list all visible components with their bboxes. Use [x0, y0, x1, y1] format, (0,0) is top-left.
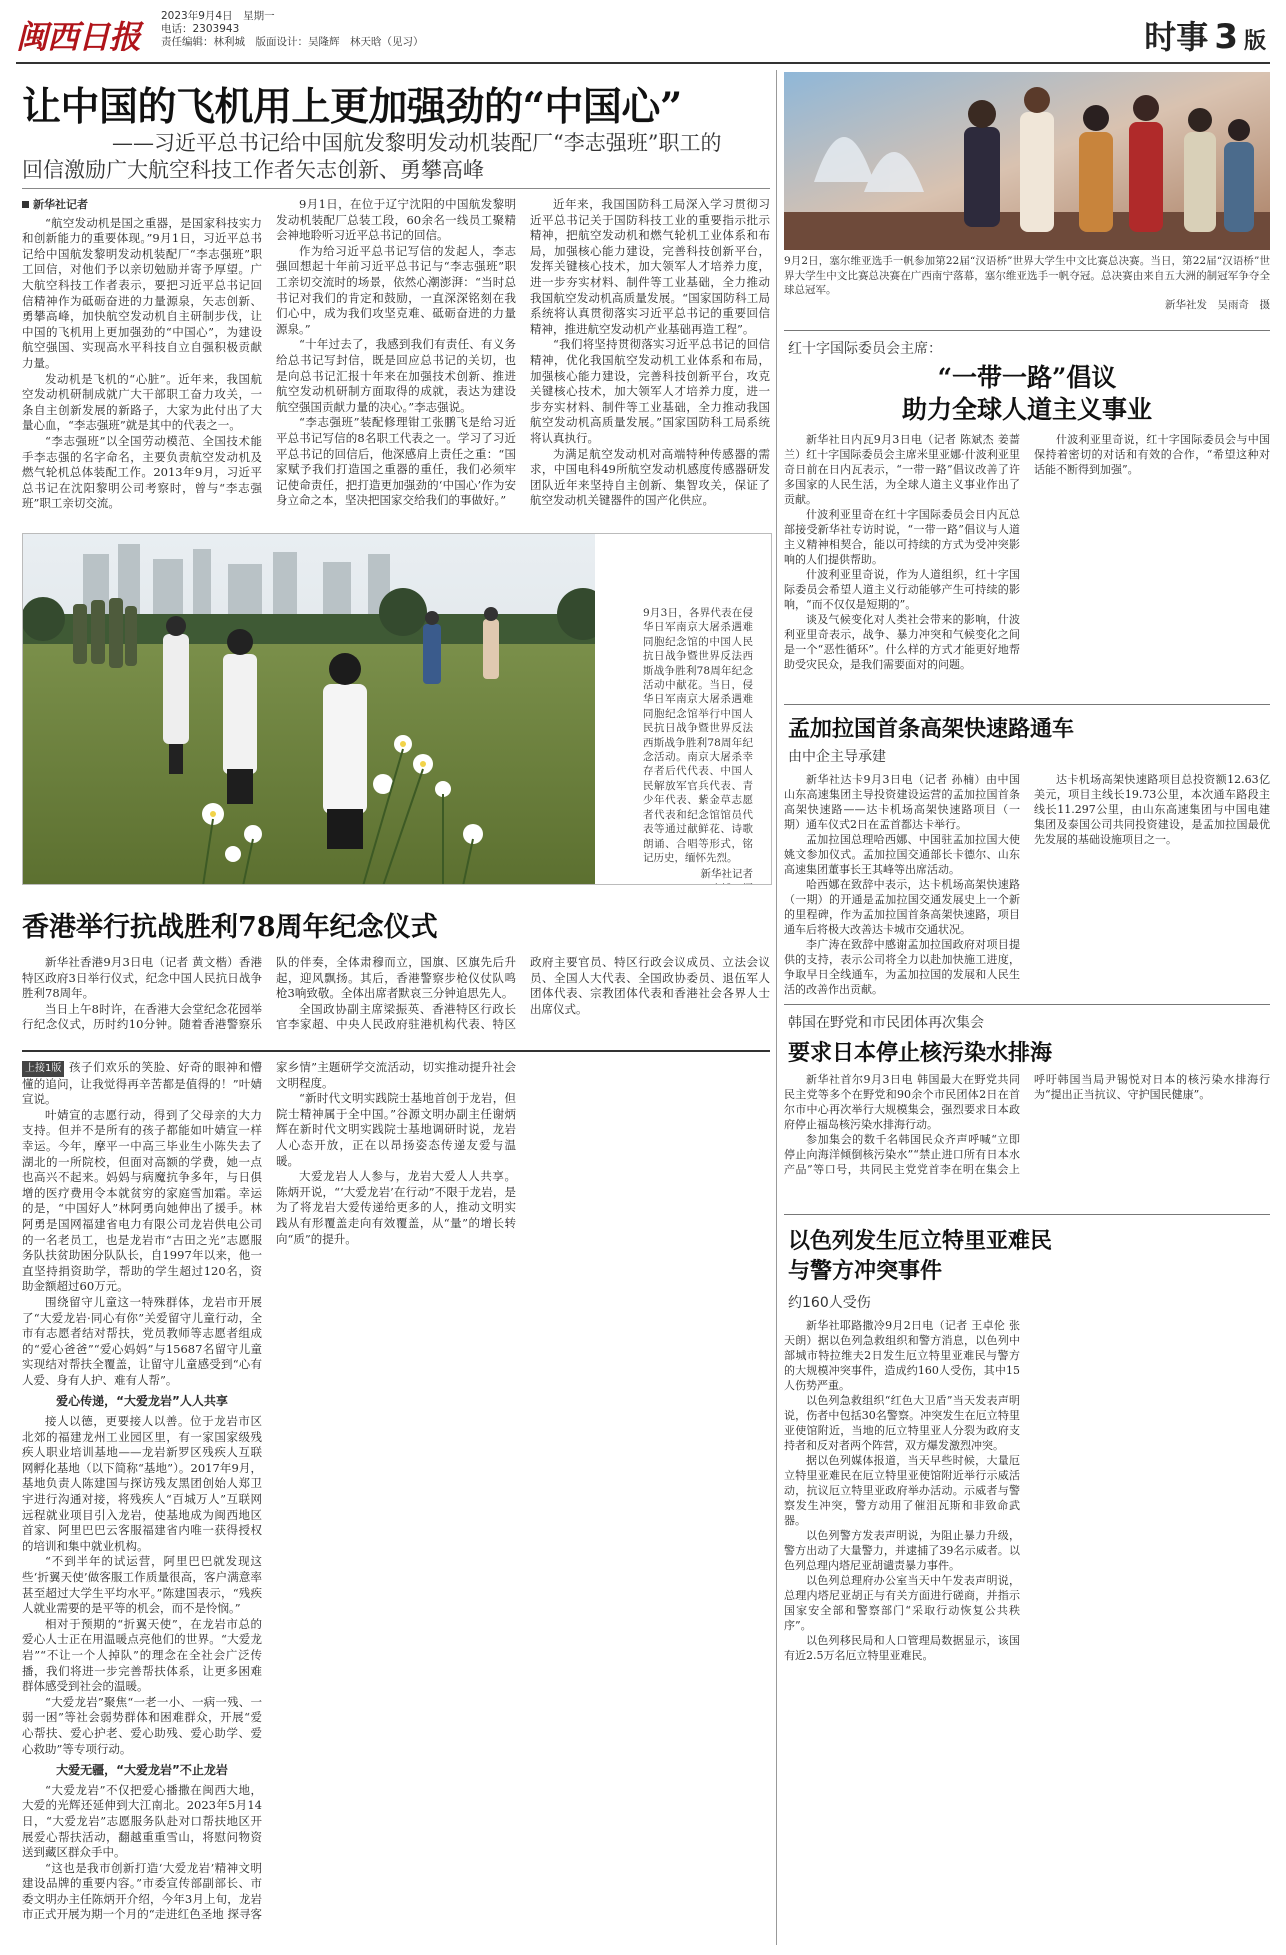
side3-body — [784, 1072, 1270, 1206]
newspaper-logo: 闽西日报 — [16, 18, 141, 56]
side4-paragraph: 以色列总理府办公室当天中午发表声明说，总理内塔尼亚胡正与有关方面进行磋商，并指示国家安全部和警察部门“采取行动恢复公共秩序”。 — [784, 1574, 1020, 1632]
side2-paragraph: 新华社达卡9月3日电（记者 孙楠）由中国山东高速集团主导投资建设运营的孟加拉国首条高架快速路——达卡机场高架快速路项目（一期）通车仪式2日在孟首都达卡举行。 — [784, 773, 1020, 831]
feature-body — [22, 1060, 770, 1945]
feature-subhead: 大爱无疆，“大爱龙岩”不止龙岩 — [56, 1763, 228, 1778]
side-divider — [784, 1214, 1270, 1215]
feature-paragraph: 接人以德，更要接人以善。位于龙岩市区北郊的福建龙州工业园区里，有一家国家级残疾人职业培训基地——龙岩新罗区残疾人互联网孵化基地（以下简称“基地”）。2017年9月，基地负责人陈建国与探访残友黑团创始人郑卫宇进行沟通对接，将残疾人“百城万人”互联网远程就业项目引入龙岩，使基地成为闽西地区首家、阿里巴巴云客服福建省内唯一获得授权的培训和集中就业机构。 — [22, 1414, 262, 1553]
side2-kicker: 由中企主导承建 — [788, 749, 886, 765]
masthead — [16, 6, 1270, 60]
side1-paragraph: 什波利亚里奇说，红十字国际委员会与中国保持着密切的对话和有效的合作，“希望这种对话能不断得到加强”。 — [1034, 433, 1270, 476]
masthead-rule — [16, 62, 1270, 64]
lead-byline: 新华社记者 — [33, 198, 88, 211]
issue-date: 2023年9月4日 星期一 — [161, 10, 275, 22]
lead-paragraph: 9月1日，在位于辽宁沈阳的中国航发黎明发动机装配厂总装工段，60余名一线员工聚精会神地聆听习近平总书记的回信。 — [276, 197, 516, 243]
memorial-photo-caption — [643, 606, 753, 885]
memorial-photo — [22, 533, 772, 885]
side1-headline — [784, 362, 1270, 426]
page-section — [1144, 12, 1266, 58]
lead-paragraph: 为满足航空发动机对高端特种传感器的需求，中国电科49所航空发动机感度传感器研发团队近年来坚持自主创新、集智攻关，保证了航空发动机关键器件的国产化供应。 — [530, 446, 770, 508]
hk-paragraph: 当日上午8时许，在香港大会堂纪念花园举行纪念仪式，历时约10分钟。随着香港警察乐队的伴奏，全体肃穆而立，国旗、区旗先后升起，迎风飘扬。其后，香港警察步枪仪仗队鸣枪3响致敬。全体出席者默哀三分钟追思先人。 — [22, 955, 516, 1032]
lead-rule — [22, 188, 770, 189]
lead-paragraph: “我们将坚持贯彻落实习近平总书记的回信精神，优化我国航空发动机工业体系和布局，加强核心能力建设，完善科技创新平台，攻克关键核心技术，加大领军人才培养力度，进一步夯实材料、制件等工业基础，全力推动我国航空发动机高质量发展。”国家国防科工局系统将认真执行。 — [530, 337, 770, 445]
side1-kicker: 红十字国际委员会主席： — [788, 341, 942, 357]
continued-tag: 上接1版 — [22, 1061, 64, 1077]
side-divider — [784, 1004, 1270, 1005]
caption-text: 9月2日，塞尔维亚选手一帆参加第22届“汉语桥”世界大学生中文比赛总决赛。当日，第22届“汉语桥”世界大学生中文比赛总决赛在广西南宁落幕，塞尔维亚选手一帆夺冠。总决赛由来自五大洲的制冠军争夺全球总冠军。 — [784, 255, 1270, 296]
feature-paragraph: “大爱龙岩”聚焦“一老一小、一病一残、一弱一困”等社会弱势群体和困难群众，开展“爱心帮扶、爱心护老、爱心助残、爱心助学、爱心救助”等专项行动。 — [22, 1694, 262, 1756]
lead-paragraph: 作为给习近平总书记写信的发起人，李志强回想起十年前习近平总书记与“李志强班”职工亲切交流时的场景，依然心潮澎湃：“当时总书记对我们的肯定和鼓励，一直深深铭刻在我们心中，成为我们攻坚克难、砥砺奋进的力量源泉。” — [276, 243, 516, 336]
lead-headline: 让中国的飞机用上更加强劲的“中国心” — [22, 84, 682, 130]
side3-paragraph: 新华社首尔9月3日电 韩国最大在野党共同民主党等多个在野党和90余个市民团体2日在首尔市中心再次举行大规模集会，强烈要求日本政府停止福岛核污染水排海行动。 — [784, 1073, 1020, 1131]
lead-paragraph: 近年来，我国国防科工局深入学习贯彻习近平总书记关于国防科技工业的重要指示批示精神，把航空发动机和燃气轮机工业体系和布局，加强核心能力建设，完善科技创新平台，发挥关键核心技术，加大领军人才培养力度，进一步夯实材料、制件等工业基础，全力推动我国航空发动机高质量发展。“国家国防科工局系统将认真贯彻落实习近平总书记的重要回信精神，推进航空发动机产业基础再造工程”。 — [530, 197, 770, 336]
hk-headline: 香港举行抗战胜利78周年纪念仪式 — [22, 912, 438, 943]
side3-paragraph: 参加集会的数千名韩国民众齐声呼喊“立即停止向海洋倾倒核污染水”“禁止进口所有日本水产品”等口号，共同民主党党首李在明在集会上呼吁韩国当局尹锡悦对日本的核污染水排海行为“提出正当抗议、守护国民健康”。 — [784, 1073, 1270, 1176]
lead-subhead — [22, 130, 762, 184]
lead-paragraph: 发动机是飞机的“心脏”。近年来，我国航空发动机研制成就广大干部职工奋力攻关，一条自主创新发展的新路子，大家为此付出了大量心血，“李志强班”就是其中的代表之一。 — [22, 371, 262, 433]
lead-paragraph: “李志强班”装配修理钳工张鹏飞是给习近平总书记写信的8名职工代表之一。学习了习近平总书记的回信后，他深感肩上责任之重：“国家赋予我们打造国之重器的重任，我们必须牢记使命责任，把打造更加强劲的‘中国心’作为安身立命之本，坚决把国家交给我们的事做好。” — [276, 415, 516, 508]
contest-photo-caption — [784, 254, 1270, 312]
feature-paragraph: 孩子们欢乐的笑脸、好奇的眼神和懵懂的追问，让我觉得再辛苦都是值得的！”叶婧宣说。 — [22, 1060, 262, 1107]
photo-credit-1: 新华社记者 — [700, 868, 753, 881]
hk-paragraph: 全国政协副主席梁振英、香港特区行政长官李家超、中央人民政府驻港机构代表、特区政府主要官员、特区行政会议成员、立法会议员、全国人大代表、全国政协委员、退伍军人团体代表、宗教团体代表和香港社会各界人士出席仪式。 — [276, 955, 770, 1032]
lead-paragraph: “十年过去了，我感到我们有责任、有义务给总书记写封信，既是回应总书记的关切，也是向总书记汇报十年来在加强技术创新、推进航空发动机研制方面取得的成就，表达为建设航空强国贡献力量的决心。”李志强说。 — [276, 337, 516, 414]
section-divider — [22, 1050, 770, 1052]
lead-paragraph: “李志强班”以全国劳动模范、全国技术能手李志强的名字命名，主要负责航空发动机及燃气轮机总体装配工作。2013年9月，习近平总书记在沈阳黎明公司考察时，曾与“李志强班”职工亲切交流。 — [22, 433, 262, 511]
side4-headline-line-1: 以色列发生厄立特里亚难民 — [788, 1228, 1053, 1254]
caption-text: 9月3日，各界代表在侵华日军南京大屠杀遇难同胞纪念馆的中国人民抗日战争暨世界反法西斯战争胜利78周年纪念活动中献花。当日，侵华日军南京大屠杀遇难同胞纪念馆举行中国人民抗日战争暨世界反法西斯战争胜利78周年纪念活动。南京大屠杀幸存者后代代表、中国人民解放军官兵代表、青少年代表、紫金草志愿者代表和纪念馆馆员代表等通过献鲜花、诗歌朗诵、合唱等形式，铭记历史，缅怀先烈。 — [643, 607, 753, 864]
side3-kicker: 韩国在野党和市民团体再次集会 — [788, 1015, 984, 1031]
lead-paragraph: “航空发动机是国之重器，是国家科技实力和创新能力的重要体现。”9月1日，习近平总书记给中国航发黎明发动机装配厂“李志强班”职工回信，对他们予以亲切勉励并寄予厚望。广大航空科技工作者表示，要把习近平总书记回信精神作为砥砺奋进的力量源泉，矢志创新、勇攀高峰，加快航空发动机自主研制步伐，让中国的飞机用上更加强劲的“中国心”，为建设航空强国、实现高水平科技自立自强积极贡献力量。 — [22, 215, 262, 370]
page-unit: 版 — [1243, 29, 1266, 54]
lead-subhead-line-2: 回信激励广大航空科技工作者矢志创新、勇攀高峰 — [22, 158, 484, 182]
page-number: 3 — [1214, 17, 1238, 57]
side3-headline: 要求日本停止核污染水排海 — [788, 1040, 1053, 1066]
side4-paragraph: 以色列急救组织“红色大卫盾”当天发表声明说，伤者中包括30名警察。冲突发生在厄立特里亚使馆附近，当地的厄立特里亚人分裂为政府支持者和反对者两个阵营，双方爆发激烈冲突。 — [784, 1394, 1020, 1452]
side1-body — [784, 432, 1270, 700]
feature-paragraph: 叶婧宣的志愿行动，得到了父母亲的大力支持。但并不是所有的孩子都能如叶婧宣一样幸运。今年，摩平一中高三毕业生小陈失去了湖北的一所院校，但面对高额的学费，她一点也高兴不起来。妈妈与病魔抗争多年，与日俱增的医疗费用令本就贫穷的家庭雪加霜。幸运的是，“中国好人”林阿勇向她伸出了援手。林阿勇是国网福建省电力有限公司龙岩供电公司的一名老员工，也是龙岩市“古田之光”志愿服务队扶贫助困分队队长，自1997年以来，他一直坚持捐资助学，帮助的学生超过120名，资助金额超过60万元。 — [22, 1107, 262, 1294]
side2-paragraph: 李广涛在致辞中感谢孟加拉国政府对项目提供的支持，表示公司将全力以赴加快施工进度，争取早日全线通车，为孟加拉国的发展和人民生活的改善作出贡献。 — [784, 938, 1020, 996]
contact-phone: 电话：2303943 — [161, 23, 240, 35]
side2-body — [784, 772, 1270, 998]
feature-paragraph: “不到半年的试运营，阿里巴巴就发现这些‘折翼天使’做客服工作质量很高，客户满意率甚至超过大学生平均水平。”陈建国表示，“残疾人就业需要的是平等的机会，而不是怜悯。” — [22, 1554, 262, 1616]
side1-paragraph: 新华社日内瓦9月3日电（记者 陈斌杰 姜蔷兰）红十字国际委员会主席米里亚娜·什波利亚里奇日前在日内瓦表示，“一带一路”倡议改善了许多国家的人民生活，为全球人道主义事业作出了贡献。 — [784, 433, 1020, 506]
side-divider — [784, 330, 1270, 331]
section-name: 时事 — [1144, 18, 1209, 56]
side-divider — [784, 704, 1270, 705]
side4-kicker: 约160人受伤 — [788, 1295, 871, 1311]
column-divider — [776, 70, 777, 1945]
side4-paragraph: 据以色列媒体报道，当天早些时候，大量厄立特里亚难民在厄立特里亚使馆附近举行示威活动，抗议厄立特里亚政府举办活动。示威者与警察发生冲突，警方动用了催泪瓦斯和非致命武器。 — [784, 1454, 1020, 1527]
side1-paragraph: 谈及气候变化对人类社会带来的影响，什波利亚里奇表示，战争、暴力冲突和气候变化之间是一个“恶性循环”。什么样的方式才能更好地帮助受灾民众，是我们需要面对的问题。 — [784, 613, 1020, 671]
feature-subhead: 爱心传递，“大爱龙岩”人人共享 — [56, 1394, 228, 1409]
side2-paragraph: 达卡机场高架快速路项目总投资额12.63亿美元，项目主线长19.73公里，本次通车路段主线长11.297公里，由山东高速集团与中国电建集团及泰国公司共同投资建设，是孟加拉国最优先发展的基础设施项目之一。 — [1034, 773, 1270, 846]
side2-paragraph: 哈西娜在致辞中表示，达卡机场高架快速路（一期）的开通是孟加拉国交通发展史上一个新的里程碑，作为孟加拉国首条高架快速路，项目通车后将极大改善达卡城市交通状况。 — [784, 878, 1020, 936]
lead-body — [22, 197, 770, 527]
contest-photo-credit: 新华社发 吴雨奇 摄 — [1165, 298, 1270, 311]
feature-paragraph: 围绕留守儿童这一特殊群体，龙岩市开展了“大爱龙岩·同心有你”关爱留守儿童行动，全市有志愿者结对帮扶，党员教师等志愿者组成的“爱心爸爸”“爱心妈妈”与15687名留守儿童实现结对帮扶全覆盖，让留守儿童感受到“心有人爱、身有人护、难有人帮”。 — [22, 1294, 262, 1387]
feature-paragraph: 相对于预期的“折翼天使”，在龙岩市总的爱心人士正在用温暖点亮他们的世界。“大爱龙岩”“不让一个人掉队”的理念在全社会广泛传播，我们将进一步完善帮扶体系，让更多困难群体感受到社会的温暖。 — [22, 1616, 262, 1694]
side2-paragraph: 孟加拉国总理哈西娜、中国驻孟加拉国大使姚文参加仪式。孟加拉国交通部长卡德尔、山东高速集团董事长王其峰等出席活动。 — [784, 833, 1020, 876]
hk-paragraph: 新华社香港9月3日电（记者 黄文楷）香港特区政府3日举行仪式，纪念中国人民抗日战争胜利78周年。 — [22, 955, 262, 1001]
hk-body — [22, 955, 770, 1035]
contest-photo-image — [784, 72, 1270, 250]
editors-credit: 责任编辑：林利城 版面设计：吴隆辉 林天晗（见习） — [161, 36, 424, 48]
feature-paragraph: “大爱龙岩”不仅把爱心播撒在闽西大地，大爱的光辉还延伸到大江南北。2023年5月14日，“大爱龙岩”志愿服务队赴对口帮扶地区开展爱心帮扶活动，翻越重重雪山，将慰问物资送到藏区群众手中。 — [22, 1782, 262, 1860]
byline-bullet-icon — [22, 201, 29, 208]
feature-paragraph: “新时代文明实践院士基地首创于龙岩，但院士精神属于全中国。”谷源文明办副主任谢炳辉在新时代文明实践院士基地调研时说，龙岩人心态开放，正在以昂扬姿态传递友爱与温暖。 — [276, 1091, 516, 1168]
side4-paragraph: 以色列警方发表声明说，为阻止暴力升级，警方出动了大量警力，并逮捕了39名示威者。以色列总理内塔尼亚胡谴责暴力事件。 — [784, 1529, 1020, 1572]
side4-headline-line-2: 与警方冲突事件 — [788, 1258, 943, 1284]
side2-headline: 孟加拉国首条高架快速路通车 — [788, 716, 1075, 742]
side1-headline-line-2: 助力全球人道主义事业 — [901, 395, 1152, 424]
photo-credit-2 — [643, 882, 753, 885]
feature-paragraph: “这也是我市创新打造‘大爱龙岩’精神文明建设品牌的重要内容。”市委宣传部副部长、市委文明办主任陈炳开介绍，今年3月上旬，龙岩市正式开展为期一个月的“走进红色圣地 探寻客家乡情”主题研学交流活动，切实推动提升社会文明程度。 — [22, 1060, 516, 1922]
side4-paragraph: 新华社耶路撒冷9月2日电（记者 王卓伦 张天朗）据以色列急救组织和警方消息，以色列中部城市特拉维夫2日发生厄立特里亚难民与警方的大规模冲突事件，造成约160人受伤，其中15人伤势严重。 — [784, 1319, 1020, 1392]
lead-subhead-line-1: ——习近平总书记给中国航发黎明发动机装配厂“李志强班”职工的 — [112, 131, 722, 155]
side4-headline — [784, 1226, 1270, 1286]
contest-photo — [784, 72, 1270, 250]
feature-paragraph: 大爱龙岩人人参与，龙岩大爱人人共享。陈炳开说，“‘大爱龙岩’在行动”不限于龙岩，是为了将龙岩大爱传递给更多的人，推动文明实践从有形覆盖走向有效覆盖，从“量”的增长转向“质”的提升。 — [276, 1169, 516, 1246]
side1-paragraph: 什波利亚里奇说，作为人道组织，红十字国际委员会希望人道主义行动能够产生可持续的影响，“而不仅仅是短期的”。 — [784, 568, 1020, 611]
side4-body — [784, 1318, 1270, 1942]
side1-headline-line-1: “一带一路”倡议 — [937, 363, 1117, 392]
side1-paragraph: 什波利亚里奇在红十字国际委员会日内瓦总部接受新华社专访时说，“一带一路”倡议与人道主义精神相契合，能以可持续的方式为受冲突影响的人们提供帮助。 — [784, 508, 1020, 566]
side4-paragraph: 以色列移民局和人口管理局数据显示，该国有近2.5万名厄立特里亚难民。 — [784, 1634, 1020, 1662]
